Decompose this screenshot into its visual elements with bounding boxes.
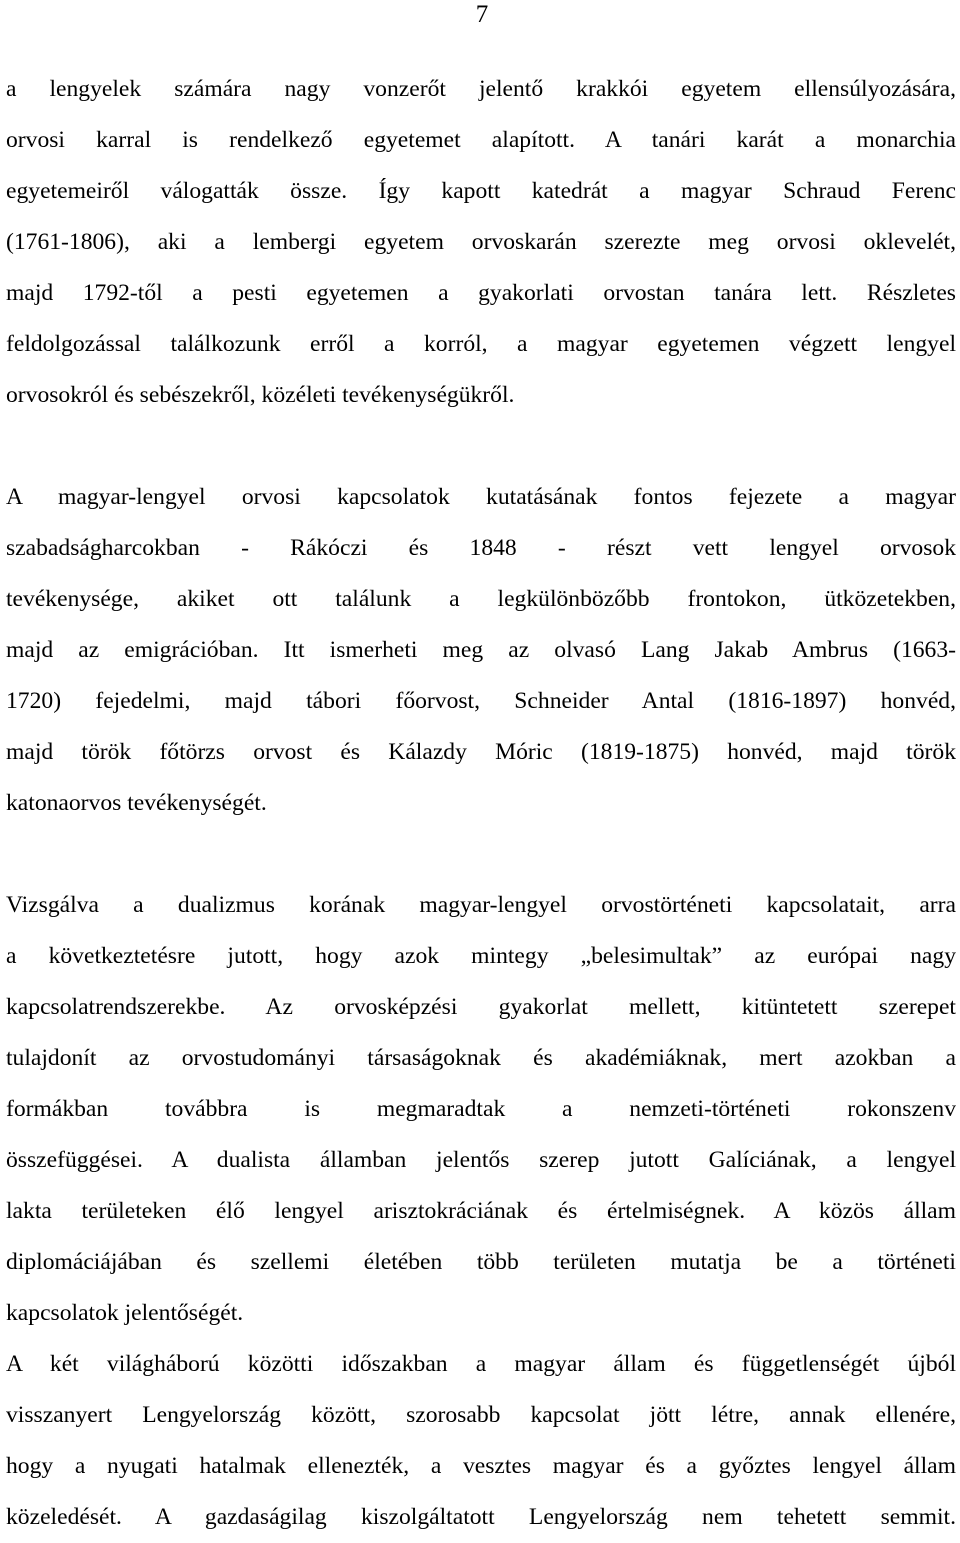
- text-line: a lengyelek számára nagy vonzerőt jelentő krakkói egyetem ellensúlyozására,: [6, 76, 956, 102]
- text-line: hogy a nyugati hatalmak ellenezték, a vesztes magyar és a győztes lengyel állam: [6, 1453, 956, 1479]
- document-body: [6, 64, 956, 1543]
- text-line: szabadságharcokban - Rákóczi és 1848 - részt vett lengyel orvosok: [6, 535, 956, 561]
- text-line: diplomáciájában és szellemi életében több területen mutatja be a történeti: [6, 1249, 956, 1275]
- paragraph-1: [6, 64, 956, 421]
- text-line: visszanyert Lengyelország között, szorosabb kapcsolat jött létre, annak ellenére,: [6, 1402, 956, 1428]
- text-line: tevékenysége, akiket ott találunk a legkülönbözőbb frontokon, ütközetekben,: [6, 586, 956, 612]
- text-line: feldolgozással találkozunk erről a korról, a magyar egyetemen végzett lengyel: [6, 331, 956, 357]
- text-line: kapcsolatok jelentőségét.: [6, 1300, 244, 1326]
- paragraph-4: [6, 1339, 956, 1543]
- text-line: egyetemeiről válogatták össze. Így kapott katedrát a magyar Schraud Ferenc: [6, 178, 956, 204]
- text-line: A magyar-lengyel orvosi kapcsolatok kutatásának fontos fejezete a magyar: [6, 484, 956, 510]
- text-line: A két világháború közötti időszakban a magyar állam és függetlenségét újból: [6, 1351, 956, 1377]
- text-line: orvosi karral is rendelkező egyetemet alapított. A tanári karát a monarchia: [6, 127, 956, 153]
- text-line: majd török főtörzs orvost és Kálazdy Móric (1819-1875) honvéd, majd török: [6, 739, 956, 765]
- text-line: tulajdonít az orvostudományi társaságoknak és akadémiáknak, mert azokban a: [6, 1045, 956, 1071]
- paragraph-3: [6, 880, 956, 1339]
- page-number: 7: [475, 1, 489, 28]
- paragraph-2: [6, 472, 956, 829]
- text-line: majd 1792-től a pesti egyetemen a gyakorlati orvostan tanára lett. Részletes: [6, 280, 956, 306]
- text-line: orvosokról és sebészekről, közéleti tevékenységükről.: [6, 382, 515, 408]
- text-line: kapcsolatrendszerekbe. Az orvosképzési gyakorlat mellett, kitüntetett szerepet: [6, 994, 956, 1020]
- text-line: összefüggései. A dualista államban jelentős szerep jutott Galíciának, a lengyel: [6, 1147, 956, 1173]
- text-line: majd az emigrációban. Itt ismerheti meg az olvasó Lang Jakab Ambrus (1663-: [6, 637, 956, 663]
- text-line: katonaorvos tevékenységét.: [6, 790, 267, 816]
- text-line: Vizsgálva a dualizmus korának magyar-lengyel orvostörténeti kapcsolatait, arra: [6, 892, 956, 918]
- text-line: 1720) fejedelmi, majd tábori főorvost, Schneider Antal (1816-1897) honvéd,: [6, 688, 956, 714]
- text-line: (1761-1806), aki a lembergi egyetem orvoskarán szerezte meg orvosi oklevelét,: [6, 229, 956, 255]
- text-line: lakta területeken élő lengyel arisztokráciának és értelmiségnek. A közös állam: [6, 1198, 956, 1224]
- text-line: formákban továbbra is megmaradtak a nemzeti-történeti rokonszenv: [6, 1096, 956, 1122]
- text-line: a következtetésre jutott, hogy azok mintegy „belesimultak” az európai nagy: [6, 943, 956, 969]
- text-line: közeledését. A gazdaságilag kiszolgáltatott Lengyelország nem tehetett semmit.: [6, 1504, 956, 1530]
